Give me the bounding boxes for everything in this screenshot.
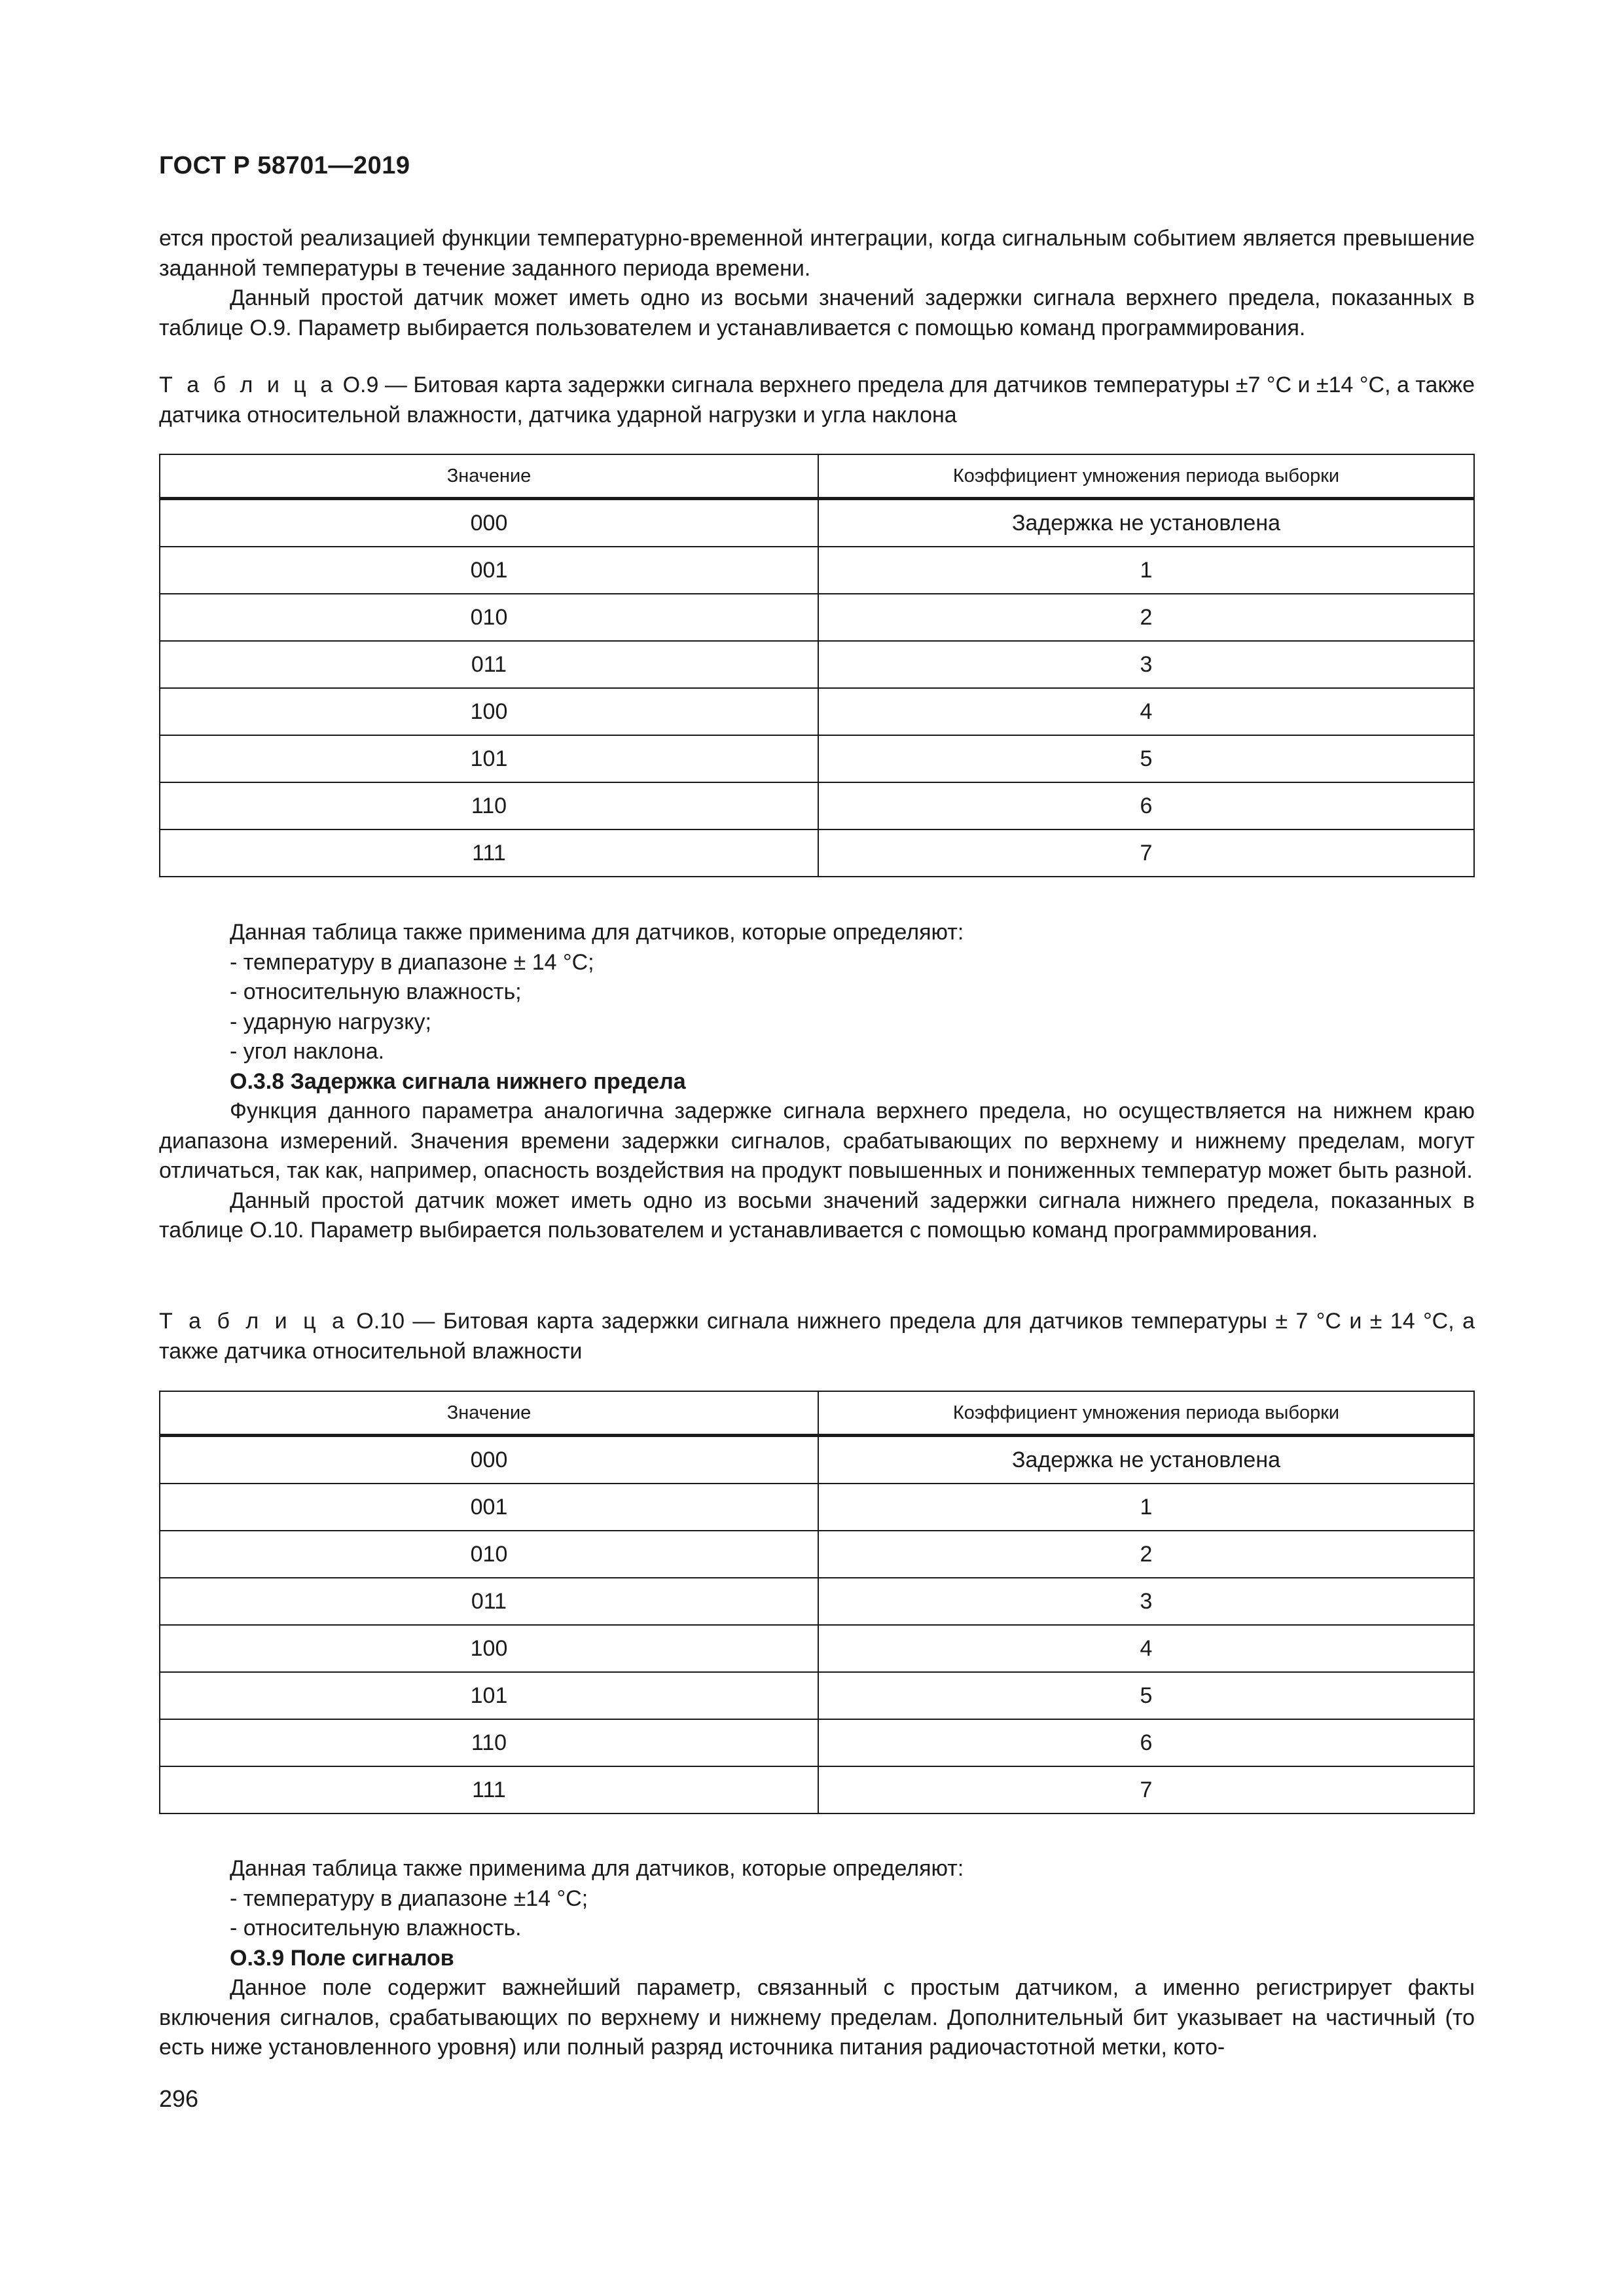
table-cell: 101 — [160, 1672, 818, 1719]
table-row — [160, 499, 1474, 547]
list-item: - относительную влажность; — [230, 979, 522, 1004]
table-cell: Задержка не установлена — [818, 499, 1474, 547]
table-row — [160, 735, 1474, 782]
section-title: О.3.9 Поле сигналов — [230, 1945, 454, 1971]
table-cell: 1 — [818, 547, 1474, 594]
table-header-row — [160, 1391, 1474, 1436]
table-cell: 2 — [818, 594, 1474, 641]
table-cell: 110 — [160, 782, 818, 829]
table-cell: 7 — [818, 829, 1474, 877]
paragraph: Данный простой датчик может иметь одно из восьми значений задержки сигнала нижнего предела, показанных в таблице О.10. Параметр выбирается пользователем и устанавливается с помощью команд программирования. — [159, 1188, 1475, 1243]
table-cell: 3 — [818, 1578, 1474, 1625]
table-row — [160, 1436, 1474, 1484]
bitmap-table-o9 — [159, 454, 1475, 877]
table-cell: 2 — [818, 1531, 1474, 1578]
page-number: 296 — [159, 2085, 199, 2112]
table-row — [160, 1766, 1474, 1813]
table-row — [160, 1531, 1474, 1578]
list — [159, 918, 1475, 1067]
table-caption — [159, 371, 1475, 430]
table-cell: 000 — [160, 499, 818, 547]
table-cell: 010 — [160, 594, 818, 641]
column-header: Коэффициент умножения периода выборки — [818, 1391, 1474, 1436]
table-cell: 101 — [160, 735, 818, 782]
bitmap-table-o10 — [159, 1391, 1475, 1814]
table-cell: 111 — [160, 829, 818, 877]
table-row — [160, 594, 1474, 641]
table-cell: 001 — [160, 1484, 818, 1531]
list-intro: Данная таблица также применима для датчиков, которые определяют: — [230, 920, 964, 945]
section-title: О.3.8 Задержка сигнала нижнего предела — [230, 1068, 686, 1094]
list — [159, 1854, 1475, 1944]
table-caption-text: О.10 — Битовая карта задержки сигнала нижнего предела для датчиков температуры ± 7 °С и ± 14 °С, а также датчика относительной влажности — [159, 1309, 1475, 1364]
table-row — [160, 641, 1474, 688]
paragraph: ется простой реализацией функции температурно-временной интеграции, когда сигнальным событием является превышение заданной температуры в течение заданного периода времени. — [159, 226, 1475, 281]
table-row — [160, 547, 1474, 594]
table-cell: 1 — [818, 1484, 1474, 1531]
table-cell: 6 — [818, 1719, 1474, 1766]
table-cell: 011 — [160, 641, 818, 688]
table-cell: 111 — [160, 1766, 818, 1813]
column-header: Коэффициент умножения периода выборки — [818, 454, 1474, 499]
table-cell: 100 — [160, 688, 818, 735]
table-row — [160, 1672, 1474, 1719]
list-item: - температуру в диапазоне ±14 °С; — [230, 1886, 588, 1911]
table-cell: 3 — [818, 641, 1474, 688]
table-cell: Задержка не установлена — [818, 1436, 1474, 1484]
table-cell: 4 — [818, 688, 1474, 735]
paragraph: Функция данного параметра аналогична задержке сигнала верхнего предела, но осуществляется на нижнем краю диапазона измерений. Значения времени задержки сигналов, срабатывающих по верхнему и нижнему пределам, могут отличаться, так как, например, опасность воздействия на продукт повышенных и пониженных температур может быть разной. — [159, 1099, 1475, 1183]
table-cell: 010 — [160, 1531, 818, 1578]
table-cell: 110 — [160, 1719, 818, 1766]
table-cell: 011 — [160, 1578, 818, 1625]
table-row — [160, 782, 1474, 829]
table-row — [160, 1484, 1474, 1531]
table-header-row — [160, 454, 1474, 499]
table-row — [160, 1625, 1474, 1672]
table-cell: 001 — [160, 547, 818, 594]
list-intro: Данная таблица также применима для датчиков, которые определяют: — [230, 1856, 964, 1881]
column-header: Значение — [160, 454, 818, 499]
table-row — [160, 829, 1474, 877]
table-cell: 7 — [818, 1766, 1474, 1813]
table-cell: 000 — [160, 1436, 818, 1484]
table-caption — [159, 1307, 1475, 1366]
document-header: ГОСТ Р 58701—2019 — [159, 152, 410, 179]
list-item: - относительную влажность. — [230, 1916, 522, 1941]
applicability-list — [159, 1854, 1475, 2063]
list-item: - ударную нагрузку; — [230, 1009, 431, 1034]
table-caption-text: О.9 — Битовая карта задержки сигнала верхнего предела для датчиков температуры ±7 °С и ±14 °С, а также датчика относительной влажности, датчика ударной нагрузки и угла наклона — [159, 373, 1475, 428]
paragraph: Данный простой датчик может иметь одно из восьми значений задержки сигнала верхнего предела, показанных в таблице О.9. Параметр выбирается пользователем и устанавливается с помощью команд программирования. — [159, 285, 1475, 340]
table-row — [160, 1578, 1474, 1625]
table-row — [160, 1719, 1474, 1766]
table-cell: 100 — [160, 1625, 818, 1672]
table-cell: 4 — [818, 1625, 1474, 1672]
list-item: - температуру в диапазоне ± 14 °С; — [230, 949, 594, 975]
table-cell: 6 — [818, 782, 1474, 829]
applicability-list — [159, 918, 1475, 1246]
table-label: Т а б л и ц а — [159, 1309, 348, 1334]
list-item: - угол наклона. — [230, 1039, 385, 1064]
column-header: Значение — [160, 1391, 818, 1436]
table-cell: 5 — [818, 735, 1474, 782]
intro-text — [159, 224, 1475, 343]
paragraph: Данное поле содержит важнейший параметр, связанный с простым датчиком, а именно регистрирует факты включения сигналов, срабатывающих по верхнему и нижнему пределам. Дополнительный бит указывает на частичный (то есть ниже установленного уровня) или полный разряд источника питания радиочастотной метки, кото- — [159, 1975, 1475, 2060]
table-cell: 5 — [818, 1672, 1474, 1719]
table-row — [160, 688, 1474, 735]
table-label: Т а б л и ц а — [159, 373, 337, 397]
